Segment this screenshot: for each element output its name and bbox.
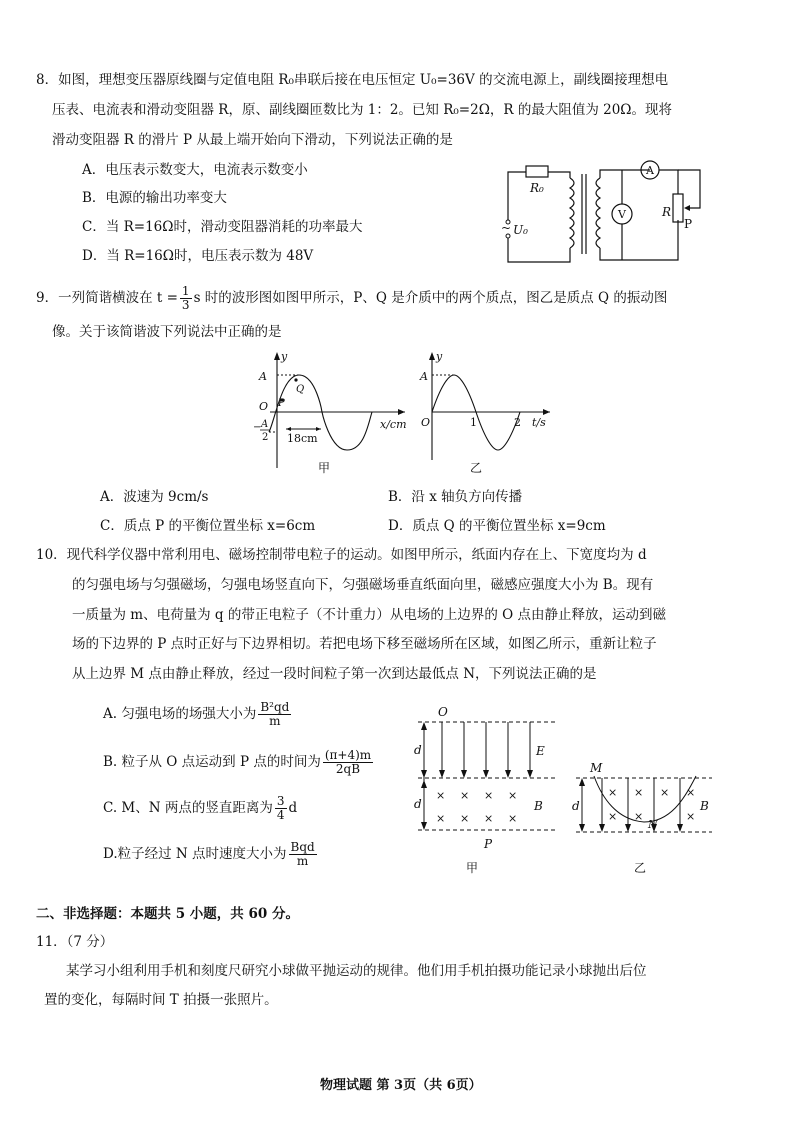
caption-yi: 乙 — [470, 461, 483, 475]
q10-option-a-fraction: $\frac{\text{B²qd}}{m}$ — [260, 700, 290, 728]
q11-line1: 某学习小组利用手机和刻度尺研究小球做平抛运动的规律。他们用手机拍摄功能记录小球抛出后位 — [66, 963, 647, 979]
p-label: P — [684, 217, 693, 231]
vibration-graph-yi — [410, 350, 560, 475]
svg-text:×: × — [608, 786, 618, 799]
q9-option-b: B．沿 x 轴负方向传播 — [388, 489, 523, 505]
field-diagram-jia — [408, 700, 568, 880]
svg-text:×: × — [484, 812, 494, 825]
tick-1: 1 — [470, 416, 477, 429]
svg-text:×: × — [508, 812, 518, 825]
p-point-label: P — [278, 398, 285, 409]
b-label: B — [700, 799, 709, 813]
y-axis-label: y — [436, 350, 443, 363]
svg-text:×: × — [436, 812, 446, 825]
q10-line4: 场的下边界的 P 点时正好与下边界相切。若把电场下移至磁场所在区域，如图乙所示，重新让粒子 — [72, 636, 657, 652]
voltmeter-label: V — [618, 208, 626, 221]
a-label: A — [259, 370, 267, 383]
neg-a-denominator: 2 — [262, 432, 269, 443]
u0-label: U₀ — [513, 223, 528, 237]
section-heading: 二、非选择题：本题共 5 小题，共 60 分。 — [36, 906, 299, 922]
caption-jia: 甲 — [466, 861, 479, 875]
q10-line1: 10．现代科学仪器中常利用电、磁场控制带电粒子的运动。如图甲所示，纸面内存在上、下宽度均为 d — [36, 547, 647, 563]
q8-line1: 8．如图，理想变压器原线圈与定值电阻 R₀串联后接在电压恒定 U₀=36V 的交流电源上，副线圈接理想电 — [36, 72, 669, 88]
q10-option-a: A. 匀强电场的场强大小为 $\frac{\text{B²qd}}{m}$ — [103, 700, 290, 728]
svg-text:×: × — [634, 786, 644, 799]
neg-sign: − — [253, 422, 262, 433]
distance-label: 18cm — [287, 432, 318, 445]
wave-graph-jia — [250, 350, 410, 475]
q10-option-c-fraction: $\frac{3}{4}$ — [276, 794, 285, 822]
q9-line2: 像。关于该简谐波下列说法中正确的是 — [52, 324, 282, 340]
q10-option-d-fraction: Bqd m — [290, 840, 315, 868]
q-point-label: Q — [296, 384, 305, 395]
svg-text:×: × — [460, 789, 470, 802]
d-label: d — [572, 799, 580, 813]
a-label: A — [420, 370, 428, 383]
origin-label: O — [421, 416, 431, 429]
o-label: O — [438, 705, 448, 719]
q8-line2: 压表、电流表和滑动变阻器 R，原、副线圈匝数比为 1：2。已知 R₀=2Ω，R 的最大阻值为 20Ω。现将 — [52, 102, 673, 118]
slide-rheostat — [673, 194, 683, 222]
neg-a-numerator: A — [261, 419, 269, 430]
magnetic-field-crosses — [436, 789, 517, 825]
n-label: N — [648, 818, 658, 831]
svg-text:×: × — [436, 789, 446, 802]
field-diagram-yi — [572, 758, 722, 880]
q8-line3: 滑动变阻器 R 的滑片 P 从最上端开始向下滑动，下列说法正确的是 — [52, 132, 453, 148]
primary-coil — [570, 178, 574, 248]
svg-text:×: × — [508, 789, 518, 802]
r0-label: R₀ — [530, 181, 544, 195]
q10-line3: 一质量为 m、电荷量为 q 的带正电粒子（不计重力）从电场的上边界的 O 点由静止释放，运动到磁 — [72, 607, 666, 623]
x-axis-label: x/cm — [380, 418, 407, 431]
caption-jia: 甲 — [318, 461, 331, 475]
q9-line1 — [36, 283, 667, 313]
transformer-circuit-diagram — [500, 160, 715, 270]
r-label: R — [662, 205, 672, 219]
q9-option-c: C．质点 P 的平衡位置坐标 x=6cm — [100, 518, 316, 534]
q9-option-a: A．波速为 9cm/s — [100, 489, 209, 505]
q11-line2: 置的变化，每隔时间 T 拍摄一张照片。 — [44, 992, 278, 1008]
e-label: E — [536, 744, 545, 758]
svg-text:×: × — [660, 786, 670, 799]
q8-option-d: D．当 R=16Ω时，电压表示数为 48V — [82, 248, 314, 264]
q9-option-d: D．质点 Q 的平衡位置坐标 x=9cm — [388, 518, 606, 534]
q10-line5: 从上边界 M 点由静止释放，经过一段时间粒子第一次到达最低点 N，下列说法正确的是 — [72, 666, 597, 682]
y-axis-label: y — [281, 350, 288, 363]
m-label: M — [590, 761, 603, 775]
tick-2: 2 — [514, 416, 521, 429]
q11-heading: 11．（7 分） — [36, 934, 114, 950]
svg-text:×: × — [686, 810, 696, 823]
svg-text:×: × — [608, 810, 618, 823]
q8-option-a: A．电压表示数变大，电流表示数变小 — [82, 162, 308, 178]
b-label: B — [534, 799, 543, 813]
q9-time-fraction: $\frac{1}{3}$ — [181, 284, 190, 312]
q8-option-b: B．电源的输出功率变大 — [82, 190, 227, 206]
svg-text:×: × — [686, 786, 696, 799]
svg-text:×: × — [460, 812, 470, 825]
q9-line1-a: 9．一列简谐横波在 t = — [36, 290, 178, 306]
svg-text:×: × — [484, 789, 494, 802]
ac-symbol: ~ — [501, 221, 512, 235]
q10-option-b-fraction: $\frac{(\pi+4)m}{2qB}$ — [324, 748, 372, 776]
q10-line2: 的匀强电场与匀强磁场，匀强电场竖直向下，匀强磁场垂直纸面向里，磁感应强度大小为 B。现有 — [72, 577, 654, 593]
origin-label: O — [259, 400, 269, 413]
p-label: P — [484, 837, 493, 851]
caption-yi: 乙 — [634, 861, 647, 875]
q10-option-b: B. 粒子从 O 点运动到 P 点的时间为 $\frac{(\pi+4)m}{2qB}$ — [103, 748, 372, 776]
r0-resistor — [526, 166, 548, 177]
t-axis-label: t/s — [532, 416, 546, 429]
q10-option-d: D.粒子经过 N 点时速度大小为 Bqd m — [103, 840, 315, 868]
svg-text:×: × — [634, 810, 644, 823]
q8-option-c: C．当 R=16Ω时，滑动变阻器消耗的功率最大 — [82, 219, 363, 235]
secondary-coil — [596, 178, 600, 248]
ammeter-label: A — [646, 164, 654, 177]
d-lower-label: d — [414, 797, 422, 811]
d-upper-label: d — [414, 743, 422, 757]
q9-line1-b: s 时的波形图如图甲所示，P、Q 是介质中的两个质点，图乙是质点 Q 的振动图 — [193, 290, 668, 306]
page-footer: 物理试题 第 3页（共 6页） — [320, 1078, 482, 1093]
q10-option-c: C. M、N 两点的竖直距离为 $\frac{3}{4}$ d — [103, 794, 298, 822]
